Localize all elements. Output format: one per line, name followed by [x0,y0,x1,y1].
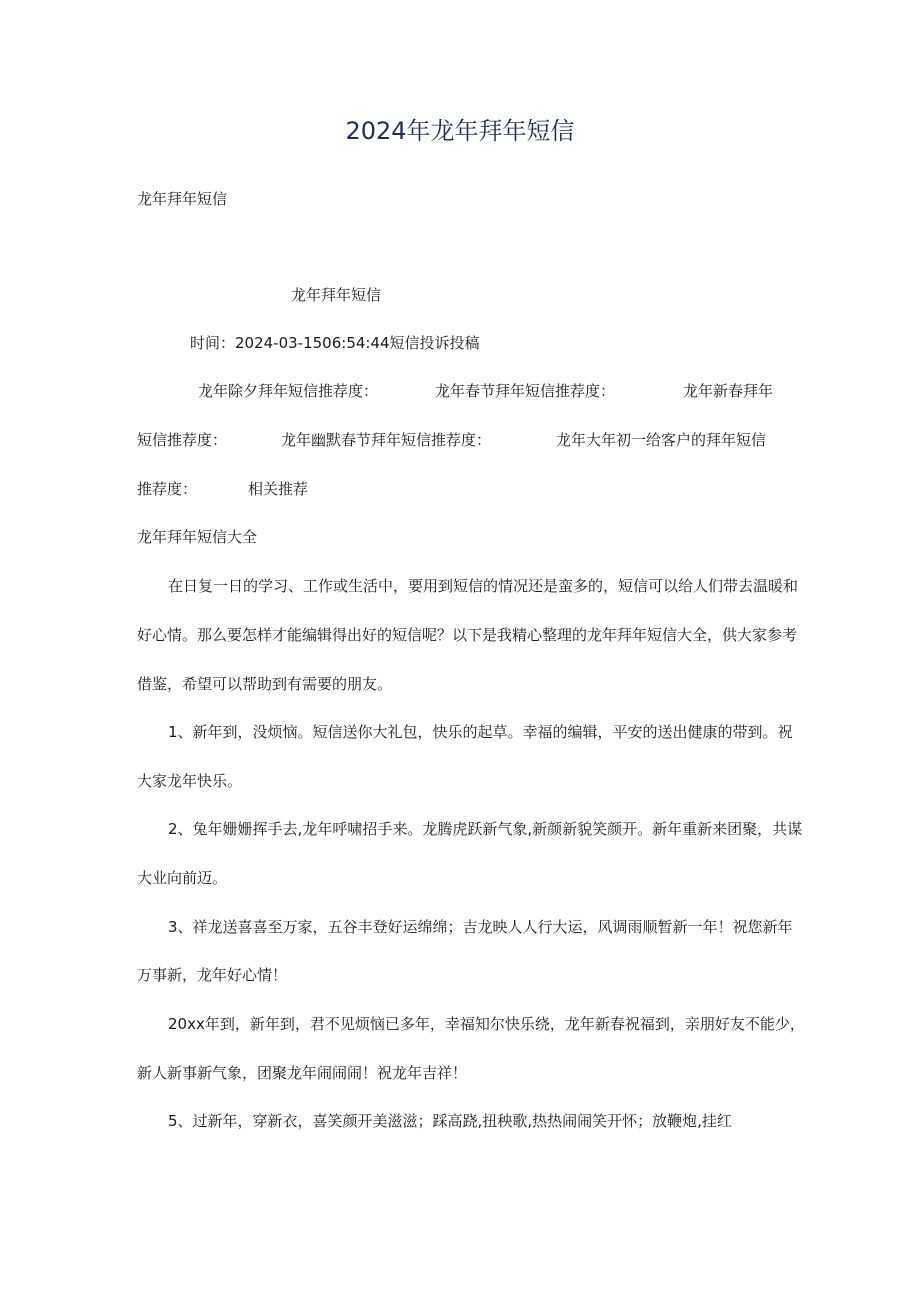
section-title: 龙年拜年短信大全 [137,528,258,546]
paragraph-line: 万事新，龙年好心情！ [137,966,288,984]
paragraph-line: 20xx年到，新年到，君不见烦恼已多年，幸福知尔快乐绕，龙年新春祝福到，亲朋好友不能少， [168,1015,805,1033]
subtitle-text: 龙年拜年短信 [291,286,382,304]
document-title: 2024年龙年拜年短信 [345,117,575,145]
related-link[interactable]: 相关推荐 [248,480,309,498]
paragraph-line: 在日复一日的学习、工作或生活中，要用到短信的情况还是蛮多的，短信可以给人们带去温暖和 [168,577,799,595]
paragraph-line: 5、过新年，穿新衣，喜笑颜开美滋滋；踩高跷,扭秧歌,热热闹闹笑开怀；放鞭炮,挂红 [168,1112,732,1130]
paragraph-line: 2、兔年姗姗挥手去,龙年呼啸招手来。龙腾虎跃新气象,新颜新貌笑颜开。新年重新来团聚，共谋 [168,820,803,838]
recommend-link[interactable]: 龙年除夕拜年短信推荐度： [198,382,379,400]
recommend-text: 短信推荐度： [137,431,228,449]
paragraph-line: 大家龙年快乐。 [137,772,243,790]
recommend-link[interactable]: 龙年春节拜年短信推荐度： [435,382,616,400]
recommend-link[interactable]: 龙年大年初一给客户的拜年短信 [556,431,767,449]
paragraph-line: 3、祥龙送喜喜至万家，五谷丰登好运绵绵；吉龙映人人行大运，风调雨顺暂新一年！祝您新年 [168,918,793,936]
paragraph-line: 借鉴，希望可以帮助到有需要的朋友。 [137,675,393,693]
paragraph-line: 新人新事新气象，团聚龙年闹闹闹！祝龙年吉祥！ [137,1064,468,1082]
paragraph-line: 1、新年到，没烦恼。短信送你大礼包，快乐的起草。幸福的编辑，平安的送出健康的带到。祝 [168,723,793,741]
recommend-text: 推荐度： [137,480,198,498]
paragraph-line: 好心情。那么要怎样才能编辑得出好的短信呢？以下是我精心整理的龙年拜年短信大全，供大家参考 [137,626,798,644]
recommend-link[interactable]: 龙年新春拜年 [683,382,774,400]
paragraph-line: 大业向前迈。 [137,869,228,887]
meta-text: 时间：2024-03-1506:54:44短信投诉投稿 [190,334,480,352]
recommend-link[interactable]: 龙年幽默春节拜年短信推荐度： [281,431,492,449]
heading-text: 龙年拜年短信 [137,190,228,208]
